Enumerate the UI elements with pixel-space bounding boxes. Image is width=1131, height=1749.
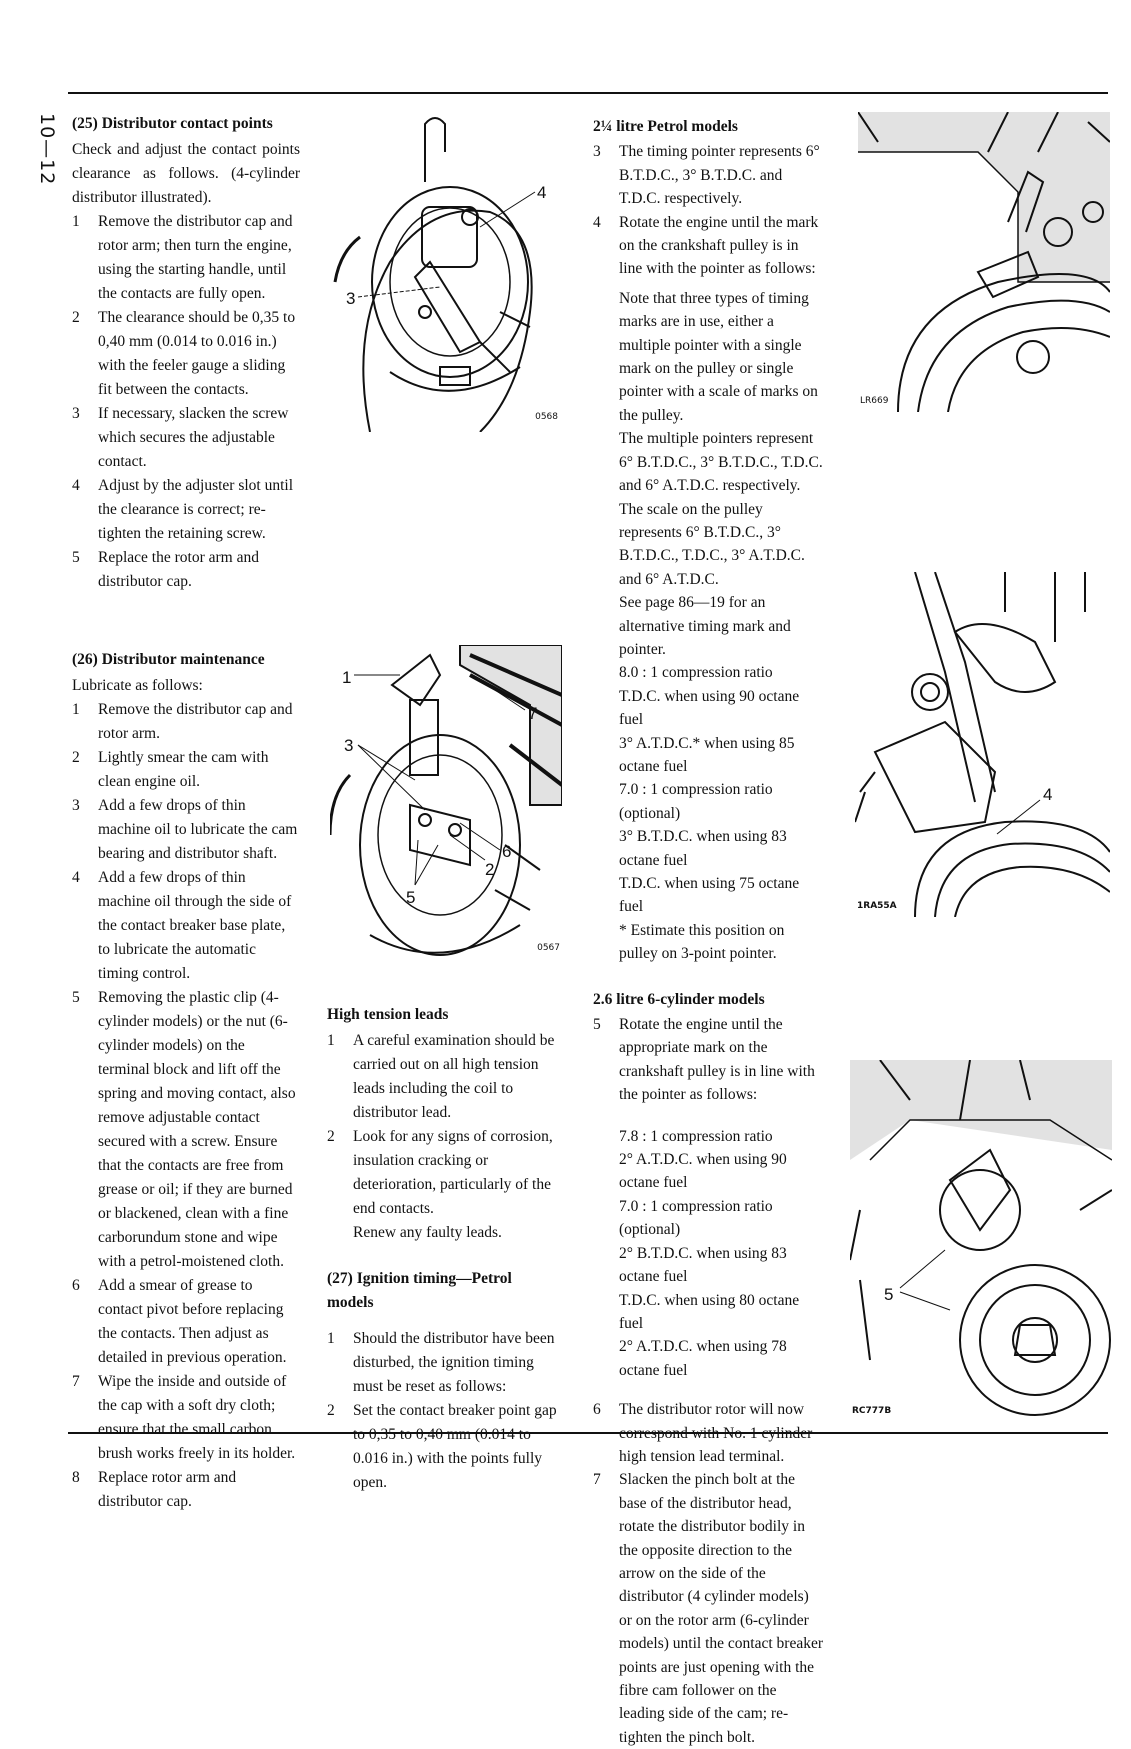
column-1b [72, 648, 300, 1514]
spacer [593, 1107, 825, 1125]
distributor-contact-points-figure [330, 112, 560, 432]
spec-line: T.D.C. when using 75 octane fuel [619, 875, 800, 916]
distributor-maintenance-drawing [330, 645, 562, 965]
step-item [327, 1327, 557, 1399]
step-text: Removing the plastic clip (4-cylinder models) or the nut (6-cylinder models) on the terminal block and lift off the spring and moving contact, also remove adjustable contact secured with a screw. Ensure that the contacts are free from grease or oil; if they are burned or blackened, clean with a fine carborundum stone and wipe with a petrol-moistened cloth. [98, 989, 296, 1270]
step-number: 5 [72, 989, 80, 1006]
spacer [327, 1317, 557, 1327]
figure-code: LR669 [860, 396, 889, 406]
figure-code: 1RA55A [857, 901, 897, 911]
step-item [72, 1370, 300, 1466]
spec-line: 7.0 : 1 compression ratio (optional) [619, 781, 773, 822]
step-number: 7 [593, 1471, 601, 1489]
step-number: 2 [72, 749, 80, 766]
spec-line: 2° A.T.D.C. when using 90 octane fuel [619, 1151, 787, 1192]
high-tension-section [327, 1003, 557, 1245]
callout-label: 7 [528, 704, 538, 723]
step-item [593, 211, 825, 281]
step-number: 1 [327, 1330, 335, 1347]
petrol-models-section [593, 115, 825, 966]
step-number: 1 [72, 701, 80, 718]
spacer [593, 966, 825, 988]
step-number: 4 [72, 869, 80, 886]
step-text: Add a few drops of thin machine oil to lubricate the cam bearing and distributor shaft. [98, 797, 298, 862]
step-number: 6 [593, 1401, 601, 1419]
spacer [593, 1382, 825, 1398]
six-cylinder-heading: 2.6 litre 6-cylinder models [593, 990, 765, 1008]
step-text: Add a few drops of thin machine oil through the side of the contact breaker base plate, to lubricate the automatic timing control. [98, 869, 292, 982]
distributor-contact-points-drawing [330, 112, 560, 432]
spec-line: 8.0 : 1 compression ratio [619, 664, 773, 682]
step-number: 1 [327, 1032, 335, 1049]
timing-pointer-drawing [858, 112, 1110, 412]
step-number: 3 [72, 797, 80, 814]
step-item [593, 140, 825, 210]
high-tension-note: Renew any faulty leads. [353, 1224, 502, 1241]
step-number: 2 [327, 1128, 335, 1145]
section-25-heading: (25) Distributor contact points [72, 115, 273, 132]
callout-label: 3 [346, 289, 356, 308]
step-text: Should the distributor have been disturbed, the ignition timing must be reset as follows: [353, 1330, 555, 1395]
step-number: 1 [72, 213, 80, 230]
petrol-steps [593, 140, 825, 280]
spec-line: 2° A.T.D.C. when using 78 octane fuel [619, 1338, 787, 1379]
step-item [593, 1468, 825, 1749]
figure-code: 0567 [537, 943, 560, 953]
section-27-steps [327, 1327, 557, 1495]
step-number: 3 [72, 405, 80, 422]
step-item [72, 546, 300, 594]
spec-line: 7.0 : 1 compression ratio (optional) [619, 1197, 773, 1239]
spec-line: 3° B.T.D.C. when using 83 octane fuel [619, 828, 787, 869]
step-item [593, 1398, 825, 1468]
figure-code: RC777B [852, 1406, 892, 1416]
section-27-heading: (27) Ignition timing—Petrol models [327, 1270, 512, 1311]
spec-line: 2° B.T.D.C. when using 83 octane fuel [619, 1244, 787, 1286]
step-item [72, 698, 300, 746]
step-item [327, 1399, 557, 1495]
timing-note: Note that three types of timing marks are in use, either a multiple pointer with a single mark on the pulley or single pointer with a scale of marks on the pulley. [619, 289, 818, 424]
step-text: Rotate the engine until the appropriate mark on the crankshaft pulley is in line with the pointer as follows: [619, 1016, 815, 1104]
section-27 [327, 1267, 557, 1495]
footnote: * Estimate this position on pulley on 3-point pointer. [619, 921, 785, 963]
step-text: The timing pointer represents 6° B.T.D.C., 3° B.T.D.C. and T.D.C. respectively. [619, 143, 820, 208]
callout-label: 1 [342, 668, 352, 687]
spacer [327, 1245, 557, 1267]
spec-line: 7.8 : 1 compression ratio [619, 1127, 773, 1145]
column-1 [72, 112, 300, 594]
six-cylinder-steps-2 [593, 1398, 825, 1749]
step-text: Replace rotor arm and distributor cap. [98, 1469, 237, 1510]
step-item [72, 210, 300, 306]
step-text: Rotate the engine until the mark on the crankshaft pulley is in line with the pointer as follows: [619, 213, 819, 278]
step-number: 2 [72, 309, 80, 326]
petrol-heading: 2¼ litre Petrol models [593, 118, 738, 135]
callout-label: 6 [502, 842, 512, 861]
step-text: Slacken the pinch bolt at the base of the distributor head, rotate the distributor bodily in the opposite direction to the arrow on the side of the distributor (4 cylinder models) or on the rotor arm (6-cylinder models) until the contact breaker points are just opening with the fibre cam follower on the leading side of the cam; re-tighten the pinch bolt. [619, 1471, 824, 1746]
step-item [72, 474, 300, 546]
section-25-steps [72, 210, 300, 594]
spec-line: T.D.C. when using 80 octane fuel [619, 1291, 800, 1332]
step-text: If necessary, slacken the screw which secures the adjustable contact. [98, 405, 289, 470]
step-item [72, 866, 300, 986]
callout-label: 5 [884, 1285, 894, 1304]
step-item [72, 1466, 300, 1514]
step-text: A careful examination should be carried out on all high tension leads including the coil to distributor lead. [353, 1032, 555, 1121]
distributor-pinch-bolt-figure [850, 1060, 1112, 1418]
high-tension-steps [327, 1029, 557, 1221]
figure-code: 0568 [535, 412, 558, 422]
timing-pointer-figure-1ra55a [855, 572, 1110, 917]
six-cylinder-steps [593, 1013, 825, 1107]
column-2-text [327, 1003, 557, 1495]
step-number: 4 [72, 477, 80, 494]
step-text: Lightly smear the cam with clean engine oil. [98, 749, 269, 790]
timing-note: The multiple pointers represent 6° B.T.D.C., 3° B.T.D.C., T.D.C. and 6° A.T.D.C. respectively. [619, 430, 823, 495]
top-rule [68, 92, 1108, 94]
timing-note: See page 86—19 for an alternative timing mark and pointer. [619, 594, 791, 658]
step-text: Remove the distributor cap and rotor arm; then turn the engine, using the starting handle, until the contacts are fully open. [98, 213, 293, 302]
step-number: 4 [593, 213, 601, 231]
step-item [327, 1125, 557, 1221]
step-number: 5 [593, 1016, 601, 1034]
section-26-intro: Lubricate as follows: [72, 677, 203, 694]
step-item [72, 986, 300, 1274]
step-item [72, 402, 300, 474]
timing-pointer-figure-lr669 [858, 112, 1110, 412]
section-26 [72, 648, 300, 1514]
step-number: 8 [72, 1469, 80, 1486]
timing-note: The scale on the pulley represents 6° B.T.D.C., 3° B.T.D.C., T.D.C., 3° A.T.D.C. and 6° A.T.D.C. [619, 500, 805, 588]
section-25-intro: Check and adjust the contact points clearance as follows. (4-cylinder distributor illustrated). [72, 141, 300, 206]
step-item [72, 794, 300, 866]
section-25 [72, 112, 300, 594]
step-item [72, 306, 300, 402]
spec-line: T.D.C. when using 90 octane fuel [619, 687, 800, 729]
distributor-maintenance-figure [330, 645, 562, 965]
pulley-pointer-drawing [855, 572, 1110, 917]
high-tension-heading: High tension leads [327, 1006, 449, 1023]
step-text: Set the contact breaker point gap to 0,35 to 0,40 mm (0.014 to 0.016 in.) with the points fully open. [353, 1402, 557, 1491]
step-text: Look for any signs of corrosion, insulation cracking or deterioration, particularly of the end contacts. [353, 1128, 553, 1217]
step-text: Remove the distributor cap and rotor arm. [98, 701, 293, 742]
step-text: The distributor rotor will now correspond with No. 1 cylinder high tension lead terminal. [619, 1401, 813, 1465]
callout-label: 5 [406, 888, 416, 907]
step-text: Replace the rotor arm and distributor cap. [98, 549, 259, 590]
step-number: 2 [327, 1402, 335, 1419]
callout-label: 2 [485, 860, 495, 879]
step-number: 5 [72, 549, 80, 566]
step-item [593, 1013, 825, 1107]
callout-label: 3 [344, 736, 354, 755]
step-number: 3 [593, 143, 601, 161]
step-number: 6 [72, 1277, 80, 1294]
spec-line: 3° A.T.D.C.* when using 85 octane fuel [619, 734, 795, 775]
step-item [72, 746, 300, 794]
step-text: The clearance should be 0,35 to 0,40 mm (0.014 to 0.016 in.) with the feeler gauge a sliding fit between the contacts. [98, 309, 296, 398]
six-cylinder-section [593, 988, 825, 1749]
step-text: Adjust by the adjuster slot until the clearance is correct; re-tighten the retaining screw. [98, 477, 294, 542]
step-number: 7 [72, 1373, 80, 1390]
distributor-base-drawing [850, 1060, 1112, 1418]
step-text: Wipe the inside and outside of the cap with a soft dry cloth; ensure that the small carbon brush works freely in its holder. [98, 1373, 296, 1462]
step-text: Add a smear of grease to contact pivot before replacing the contacts. Then adjust as detailed in previous operation. [98, 1277, 287, 1366]
section-26-steps [72, 698, 300, 1514]
step-item [327, 1029, 557, 1125]
page-number: 10—12 [36, 113, 58, 186]
callout-label: 4 [537, 183, 547, 202]
section-26-heading: (26) Distributor maintenance [72, 651, 265, 668]
column-3 [593, 115, 825, 1749]
step-item [72, 1274, 300, 1370]
callout-label: 4 [1043, 785, 1053, 804]
